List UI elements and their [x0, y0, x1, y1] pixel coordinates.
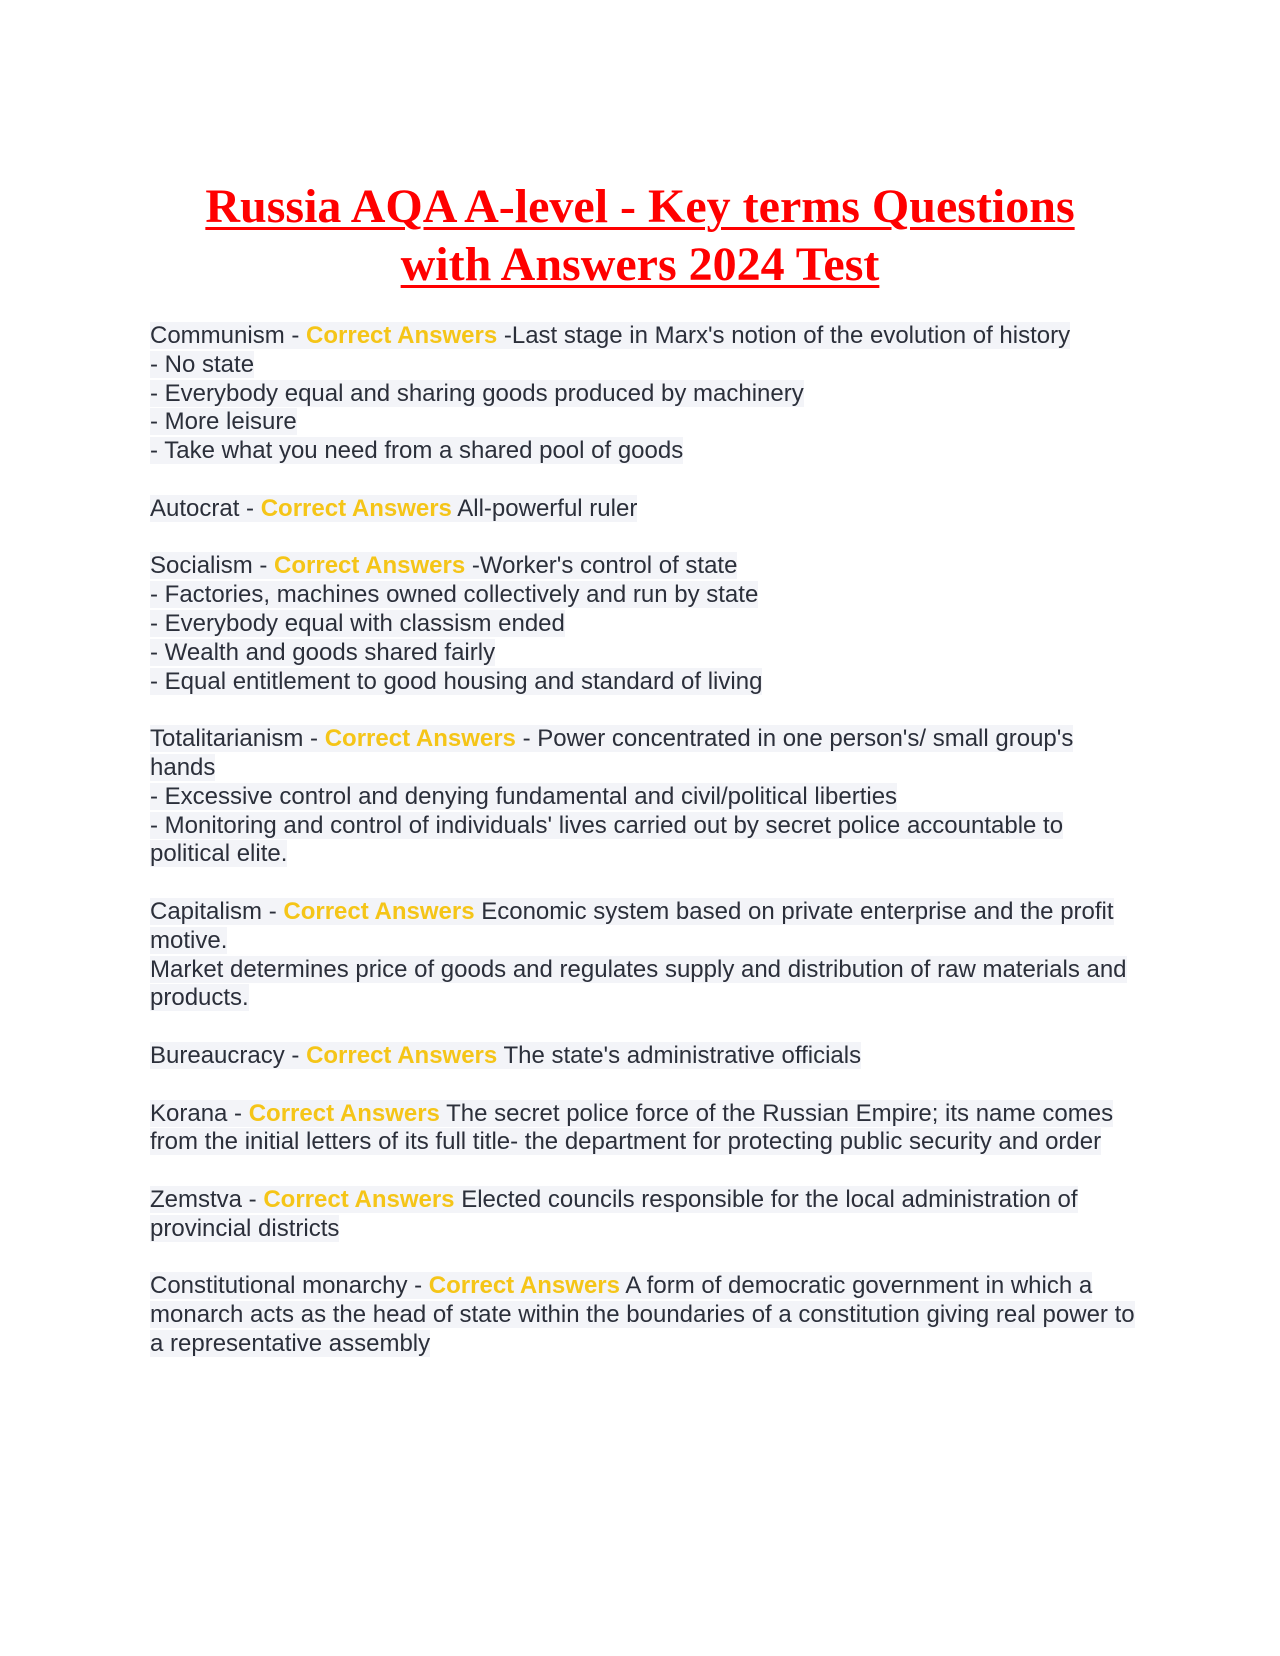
key-term-detail-line: [150, 956, 1140, 1014]
key-term-answer: Economic system based on private enterprise and the profit motive.: [150, 897, 1114, 954]
key-term-line: [150, 1272, 1140, 1358]
key-term-highlight: [150, 495, 637, 522]
key-term-name: Communism -: [150, 322, 307, 349]
key-term-line: [150, 552, 1140, 581]
key-term-entry: [150, 1042, 1140, 1071]
correct-answers-label: Correct Answers: [260, 494, 452, 522]
key-term-detail-line: [150, 408, 1140, 437]
key-term-entry: [150, 552, 1140, 696]
key-term-line: [150, 495, 1140, 524]
key-term-name: Constitutional monarchy -: [150, 1272, 429, 1300]
key-term-detail-text: - Take what you need from a shared pool of goods: [150, 437, 684, 465]
key-term-detail-line: [150, 668, 1140, 697]
key-term-detail-text: - Factories, machines owned collectively and run by state: [150, 581, 759, 609]
key-term-highlight: [150, 1042, 861, 1069]
key-term-name: Bureaucracy -: [150, 1041, 307, 1069]
key-term-detail-line: [150, 812, 1140, 870]
document-title: [150, 178, 1130, 294]
key-term-answer: -Last stage in Marx's notion of the evolution of history: [497, 322, 1071, 349]
key-term-detail-line: [150, 380, 1140, 409]
key-term-detail-line: [150, 610, 1140, 639]
key-term-name: Totalitarianism -: [150, 725, 325, 753]
key-term-name: Autocrat -: [150, 494, 261, 522]
key-term-name: Korana -: [150, 1099, 249, 1127]
key-term-line: [150, 1042, 1140, 1071]
key-term-line: [150, 1100, 1140, 1158]
correct-answers-label: Correct Answers: [428, 1272, 620, 1300]
key-term-answer: The secret police force of the Russian Empire; its name comes from the initial letters of its full title- the department for protecting public security and order: [150, 1099, 1114, 1156]
correct-answers-label: Correct Answers: [274, 552, 466, 580]
key-term-entry: [150, 495, 1140, 524]
key-term-entry: [150, 725, 1140, 869]
key-term-highlight: [150, 725, 1073, 781]
key-term-name: Zemstva -: [150, 1185, 264, 1213]
key-term-line: [150, 1186, 1140, 1244]
key-term-detail-line: [150, 581, 1140, 610]
key-term-answer: Elected councils responsible for the local administration of provincial districts: [150, 1185, 1078, 1242]
key-term-detail-text: - Equal entitlement to good housing and standard of living: [150, 667, 763, 695]
key-term-detail-text: - No state: [150, 350, 255, 378]
key-term-entry: [150, 898, 1140, 1013]
key-term-answer: - Power concentrated in one person's/ small group's hands: [150, 725, 1074, 781]
key-term-detail-line: [150, 639, 1140, 668]
key-term-answer: A form of democratic government in which a monarch acts as the head of state within the boundaries of a constitution giving real power to a representative assembly: [150, 1272, 1135, 1357]
correct-answers-label: Correct Answers: [248, 1099, 440, 1127]
correct-answers-label: Correct Answers: [283, 897, 475, 925]
key-term-highlight: [150, 552, 737, 579]
key-term-detail-text: - Excessive control and denying fundamental and civil/political liberties: [150, 782, 898, 810]
key-terms-list: [150, 322, 1140, 1387]
key-term-line: [150, 725, 1140, 783]
key-term-detail-text: - Wealth and goods shared fairly: [150, 638, 496, 666]
key-term-line: [150, 322, 1140, 351]
key-term-entry: [150, 1186, 1140, 1244]
key-term-detail-line: [150, 783, 1140, 812]
key-term-highlight: [150, 1100, 1113, 1156]
key-term-entry: [150, 1100, 1140, 1158]
key-term-line: [150, 898, 1140, 956]
key-term-highlight: [150, 1186, 1078, 1242]
key-term-detail-text: - Monitoring and control of individuals' lives carried out by secret police accountable to political elite.: [150, 811, 1064, 868]
key-term-detail-text: - More leisure: [150, 408, 297, 436]
key-term-entry: [150, 1272, 1140, 1358]
key-term-answer: -Worker's control of state: [465, 552, 738, 580]
key-term-detail-text: - Everybody equal with classism ended: [150, 609, 565, 637]
key-term-answer: All-powerful ruler: [451, 494, 638, 522]
key-term-name: Capitalism -: [150, 897, 284, 925]
key-term-detail-line: [150, 437, 1140, 466]
key-term-detail-text: - Everybody equal and sharing goods produced by machinery: [150, 379, 804, 407]
key-term-name: Socialism -: [150, 552, 275, 580]
key-term-detail-line: [150, 351, 1140, 380]
key-term-entry: [150, 322, 1140, 466]
correct-answers-label: Correct Answers: [324, 725, 516, 753]
key-term-highlight: [150, 322, 1070, 349]
correct-answers-label: Correct Answers: [306, 1041, 498, 1069]
correct-answers-label: Correct Answers: [306, 322, 498, 349]
key-term-highlight: [150, 898, 1114, 954]
document-title-line-2: with Answers 2024 Test: [400, 238, 880, 291]
key-term-detail-text: Market determines price of goods and regulates supply and distribution of raw materials and products.: [150, 955, 1127, 1012]
document-title-line-1: Russia AQA A-level - Key terms Questions: [205, 180, 1075, 233]
key-term-highlight: [150, 1272, 1135, 1357]
correct-answers-label: Correct Answers: [263, 1185, 455, 1213]
key-term-answer: The state's administrative officials: [497, 1041, 862, 1069]
